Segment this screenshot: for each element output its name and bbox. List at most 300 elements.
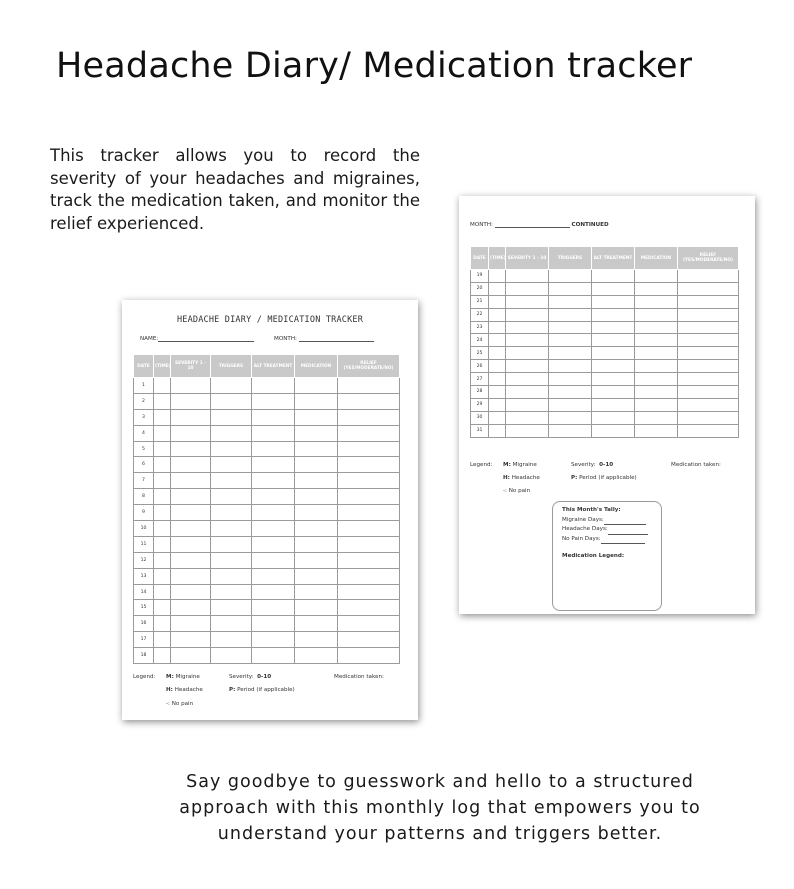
table-row <box>134 552 400 568</box>
table-cell <box>635 373 678 386</box>
table-cell <box>171 600 211 616</box>
table-cell <box>295 552 338 568</box>
table-cell <box>635 282 678 295</box>
table-cell <box>338 616 400 632</box>
table-cell <box>506 295 549 308</box>
day-number: 9 <box>134 505 154 521</box>
legend-p-text: Period (if applicable) <box>579 475 637 481</box>
table-cell <box>338 632 400 648</box>
table-cell <box>592 411 635 424</box>
legend-severity <box>571 462 613 468</box>
table-cell <box>635 308 678 321</box>
col-date: DATE <box>471 247 489 270</box>
table-cell <box>154 568 171 584</box>
legend-no-pain <box>503 488 530 494</box>
table-cell <box>211 552 252 568</box>
month-field <box>274 336 374 342</box>
table-cell <box>252 648 295 664</box>
table-row <box>134 632 400 648</box>
severity-label: Severity: <box>229 674 254 680</box>
table-cell <box>506 424 549 437</box>
table-cell <box>252 473 295 489</box>
table-cell <box>154 457 171 473</box>
table-cell <box>252 568 295 584</box>
table-row <box>134 505 400 521</box>
table-cell <box>338 600 400 616</box>
table-cell <box>678 270 739 283</box>
table-cell <box>211 378 252 394</box>
table-row <box>134 457 400 473</box>
table-cell <box>211 489 252 505</box>
day-number: 25 <box>471 347 489 360</box>
day-number: 8 <box>134 489 154 505</box>
table-cell <box>678 282 739 295</box>
legend-migraine <box>166 674 200 680</box>
table-cell <box>211 457 252 473</box>
legend-dash-text: No pain <box>171 701 194 707</box>
med-taken-label: Medication taken: <box>671 462 721 468</box>
legend-m-key: M: <box>166 674 174 680</box>
table-row <box>471 321 739 334</box>
table-row <box>471 411 739 424</box>
table-cell <box>252 425 295 441</box>
day-number: 16 <box>134 616 154 632</box>
table-cell <box>211 616 252 632</box>
day-number: 22 <box>471 308 489 321</box>
day-number: 21 <box>471 295 489 308</box>
table-cell <box>252 584 295 600</box>
day-number: 3 <box>134 409 154 425</box>
table-row <box>134 425 400 441</box>
continued-label: CONTINUED <box>571 222 609 228</box>
med-legend-title: Medication Legend: <box>562 553 625 560</box>
table-cell <box>506 398 549 411</box>
table-row <box>134 473 400 489</box>
day-number: 23 <box>471 321 489 334</box>
table-cell <box>171 648 211 664</box>
table-cell <box>154 600 171 616</box>
table-cell <box>252 616 295 632</box>
table-cell <box>295 425 338 441</box>
day-number: 10 <box>134 521 154 537</box>
day-number: 20 <box>471 282 489 295</box>
table-cell <box>635 321 678 334</box>
table-cell <box>635 411 678 424</box>
table-row <box>471 424 739 437</box>
diary-table-2 <box>470 246 739 438</box>
table-cell <box>295 393 338 409</box>
day-number: 30 <box>471 411 489 424</box>
table-cell <box>592 347 635 360</box>
table-row <box>471 270 739 283</box>
monthly-tally-box <box>552 501 662 611</box>
tracker-sheet-page-1 <box>122 300 418 720</box>
table-cell <box>549 411 592 424</box>
tally-migraine-label: Migraine Days: <box>562 516 604 523</box>
table-cell <box>592 295 635 308</box>
table-cell <box>678 295 739 308</box>
table-cell <box>592 373 635 386</box>
col-medication: MEDICATION <box>295 355 338 378</box>
table-cell <box>489 270 506 283</box>
table-cell <box>295 648 338 664</box>
day-number: 29 <box>471 398 489 411</box>
table-cell <box>549 386 592 399</box>
table-cell <box>678 360 739 373</box>
table-row <box>134 409 400 425</box>
table-cell <box>506 270 549 283</box>
table-cell <box>295 378 338 394</box>
table-cell <box>171 568 211 584</box>
table-cell <box>252 378 295 394</box>
table-cell <box>295 568 338 584</box>
table-cell <box>295 584 338 600</box>
table-row <box>471 360 739 373</box>
table-cell <box>171 521 211 537</box>
legend-headache <box>503 475 540 481</box>
legend-h-key: H: <box>503 475 510 481</box>
table-cell <box>506 373 549 386</box>
table-cell <box>635 347 678 360</box>
table-row <box>471 334 739 347</box>
table-cell <box>592 308 635 321</box>
day-number: 26 <box>471 360 489 373</box>
table-cell <box>171 632 211 648</box>
table-cell <box>154 489 171 505</box>
day-number: 6 <box>134 457 154 473</box>
month-label: MONTH: <box>274 336 297 342</box>
day-number: 5 <box>134 441 154 457</box>
table-cell <box>171 473 211 489</box>
table-cell <box>592 270 635 283</box>
day-number: 1 <box>134 378 154 394</box>
table-cell <box>338 409 400 425</box>
legend-label: Legend: <box>133 674 156 680</box>
table-cell <box>549 295 592 308</box>
severity-range: 0-10 <box>599 462 614 468</box>
table-cell <box>678 411 739 424</box>
table-cell <box>506 360 549 373</box>
table-cell <box>211 505 252 521</box>
legend-h-text: Headache <box>174 687 203 693</box>
table-row <box>134 600 400 616</box>
table-cell <box>506 282 549 295</box>
day-number: 18 <box>134 648 154 664</box>
month-label-2: MONTH: <box>470 222 493 228</box>
table-cell <box>338 584 400 600</box>
table-cell <box>338 393 400 409</box>
table-cell <box>171 505 211 521</box>
table-cell <box>211 409 252 425</box>
table-cell <box>592 334 635 347</box>
table-cell <box>489 424 506 437</box>
table-cell <box>678 321 739 334</box>
table-cell <box>592 321 635 334</box>
table-cell <box>154 536 171 552</box>
day-number: 12 <box>134 552 154 568</box>
intro-paragraph: This tracker allows you to record the severity of your headaches and migraines, track the medication taken, and monitor the relief experienced. <box>50 146 420 233</box>
table-cell <box>549 424 592 437</box>
table-cell <box>678 386 739 399</box>
med-taken-label: Medication taken: <box>334 674 384 680</box>
day-number: 28 <box>471 386 489 399</box>
table-cell <box>252 457 295 473</box>
table-cell <box>154 648 171 664</box>
table-cell <box>506 386 549 399</box>
table-cell <box>635 386 678 399</box>
table-cell <box>338 552 400 568</box>
table-cell <box>211 632 252 648</box>
month-field-2 <box>470 222 609 228</box>
tally-no-pain-days <box>562 535 652 545</box>
month-line <box>299 341 374 342</box>
table-cell <box>295 457 338 473</box>
table-cell <box>295 632 338 648</box>
table-row <box>134 584 400 600</box>
table-cell <box>635 295 678 308</box>
table-cell <box>489 308 506 321</box>
table-cell <box>154 393 171 409</box>
table-cell <box>211 521 252 537</box>
table-cell <box>211 473 252 489</box>
table-row <box>134 568 400 584</box>
table-cell <box>489 334 506 347</box>
table-row <box>471 308 739 321</box>
table-cell <box>154 521 171 537</box>
table-cell <box>489 321 506 334</box>
table-cell <box>506 334 549 347</box>
col-severity: SEVERITY 1 - 10 <box>506 247 549 270</box>
table-row <box>134 393 400 409</box>
day-number: 19 <box>471 270 489 283</box>
table-cell <box>295 600 338 616</box>
table-cell <box>338 568 400 584</box>
legend-p-key: P: <box>229 687 236 693</box>
table-row <box>471 373 739 386</box>
table-cell <box>338 457 400 473</box>
name-line <box>158 341 254 342</box>
day-number: 13 <box>134 568 154 584</box>
table-cell <box>211 441 252 457</box>
table-cell <box>211 568 252 584</box>
table-cell <box>295 505 338 521</box>
diary-table-1 <box>133 354 400 664</box>
table-cell <box>338 536 400 552</box>
table-cell <box>154 425 171 441</box>
table-cell <box>549 347 592 360</box>
table-cell <box>252 393 295 409</box>
table-cell <box>154 552 171 568</box>
day-number: 15 <box>134 600 154 616</box>
sheet-title: HEADACHE DIARY / MEDICATION TRACKER <box>176 315 364 325</box>
table-cell <box>592 282 635 295</box>
table-row <box>471 386 739 399</box>
table-cell <box>154 584 171 600</box>
table-cell <box>171 409 211 425</box>
table-cell <box>211 425 252 441</box>
legend-m-text: Migraine <box>512 462 537 468</box>
table-cell <box>252 536 295 552</box>
day-number: 11 <box>134 536 154 552</box>
severity-range: 0-10 <box>257 674 272 680</box>
day-number: 24 <box>471 334 489 347</box>
table-cell <box>592 398 635 411</box>
table-cell <box>252 552 295 568</box>
table-row <box>134 441 400 457</box>
table-cell <box>338 473 400 489</box>
day-number: 14 <box>134 584 154 600</box>
name-label: NAME: <box>140 336 159 342</box>
table-cell <box>506 411 549 424</box>
legend-severity <box>229 674 271 680</box>
table-cell <box>171 393 211 409</box>
table-cell <box>154 409 171 425</box>
month-line-2 <box>495 227 570 228</box>
table-cell <box>489 411 506 424</box>
table-row <box>134 616 400 632</box>
col-alt-treatment: ALT TREATMENT <box>592 247 635 270</box>
legend-period <box>229 687 295 693</box>
table-row <box>471 295 739 308</box>
table-cell <box>678 373 739 386</box>
table-cell <box>295 441 338 457</box>
table-cell <box>252 600 295 616</box>
col-time: (TIME) <box>489 247 506 270</box>
table-cell <box>252 505 295 521</box>
table-cell <box>338 378 400 394</box>
table-cell <box>171 552 211 568</box>
day-number: 7 <box>134 473 154 489</box>
severity-label: Severity: <box>571 462 596 468</box>
table-cell <box>549 308 592 321</box>
table-cell <box>252 632 295 648</box>
table-cell <box>549 373 592 386</box>
table-cell <box>154 378 171 394</box>
table-cell <box>252 409 295 425</box>
tally-migraine-days <box>562 516 652 526</box>
table-cell <box>171 457 211 473</box>
tally-line <box>601 543 645 544</box>
table-cell <box>338 425 400 441</box>
legend-m-key: M: <box>503 462 511 468</box>
table-row <box>134 521 400 537</box>
table-cell <box>549 360 592 373</box>
table-cell <box>211 600 252 616</box>
legend-label: Legend: <box>470 462 493 468</box>
table-row <box>134 489 400 505</box>
table-cell <box>489 360 506 373</box>
table-cell <box>338 441 400 457</box>
legend-dash-key: -: <box>503 488 507 494</box>
table-cell <box>154 441 171 457</box>
table-row <box>471 282 739 295</box>
table-cell <box>154 616 171 632</box>
table-cell <box>549 270 592 283</box>
legend-dash-key: -: <box>166 701 170 707</box>
table-cell <box>154 505 171 521</box>
tally-headache-label: Headache Days: <box>562 526 608 533</box>
table-cell <box>635 360 678 373</box>
legend-dash-text: No pain <box>508 488 531 494</box>
table-cell <box>549 321 592 334</box>
legend-headache <box>166 687 203 693</box>
table-cell <box>489 347 506 360</box>
table-cell <box>678 424 739 437</box>
day-number: 4 <box>134 425 154 441</box>
table-cell <box>338 489 400 505</box>
table-cell <box>338 521 400 537</box>
table-cell <box>171 616 211 632</box>
col-triggers: TRIGGERS <box>549 247 592 270</box>
table-row <box>471 398 739 411</box>
table-cell <box>338 648 400 664</box>
table-cell <box>489 282 506 295</box>
table-cell <box>295 521 338 537</box>
table-cell <box>171 584 211 600</box>
tally-headache-days <box>562 525 652 535</box>
legend-migraine <box>503 462 537 468</box>
table-cell <box>295 409 338 425</box>
table-cell <box>154 473 171 489</box>
table-cell <box>252 521 295 537</box>
legend-h-key: H: <box>166 687 173 693</box>
table-cell <box>489 386 506 399</box>
table-cell <box>252 489 295 505</box>
col-triggers: TRIGGERS <box>211 355 252 378</box>
table-cell <box>489 373 506 386</box>
table-cell <box>592 386 635 399</box>
table-cell <box>211 648 252 664</box>
table-cell <box>489 398 506 411</box>
table-row <box>471 347 739 360</box>
table-cell <box>678 308 739 321</box>
table-row <box>134 648 400 664</box>
col-medication: MEDICATION <box>635 247 678 270</box>
table-cell <box>635 270 678 283</box>
table-row <box>134 378 400 394</box>
table-cell <box>489 295 506 308</box>
table-cell <box>635 334 678 347</box>
col-severity: SEVERITY 1 - 10 <box>171 355 211 378</box>
tracker-sheet-page-2 <box>459 196 755 614</box>
table-cell <box>338 505 400 521</box>
legend-m-text: Migraine <box>175 674 200 680</box>
outro-paragraph: Say goodbye to guesswork and hello to a structured approach with this monthly log that empowers you to understand your patterns and triggers better. <box>179 772 701 844</box>
day-number: 31 <box>471 424 489 437</box>
day-number: 27 <box>471 373 489 386</box>
name-field <box>140 336 254 342</box>
table-cell <box>506 321 549 334</box>
table-cell <box>154 632 171 648</box>
table-cell <box>295 489 338 505</box>
table-cell <box>171 536 211 552</box>
table-cell <box>549 334 592 347</box>
table-cell <box>295 536 338 552</box>
table-cell <box>549 282 592 295</box>
legend-p-text: Period (if applicable) <box>237 687 295 693</box>
table-cell <box>252 441 295 457</box>
col-date: DATE <box>134 355 154 378</box>
legend-p-key: P: <box>571 475 578 481</box>
day-number: 2 <box>134 393 154 409</box>
day-number: 17 <box>134 632 154 648</box>
tally-title: This Month's Tally: <box>562 507 621 513</box>
table-cell <box>549 398 592 411</box>
legend-period <box>571 475 637 481</box>
col-relief: RELIEF (YES/MODERATE/NO) <box>678 247 739 270</box>
table-row <box>134 536 400 552</box>
tally-no-pain-label: No Pain Days: <box>562 535 601 542</box>
